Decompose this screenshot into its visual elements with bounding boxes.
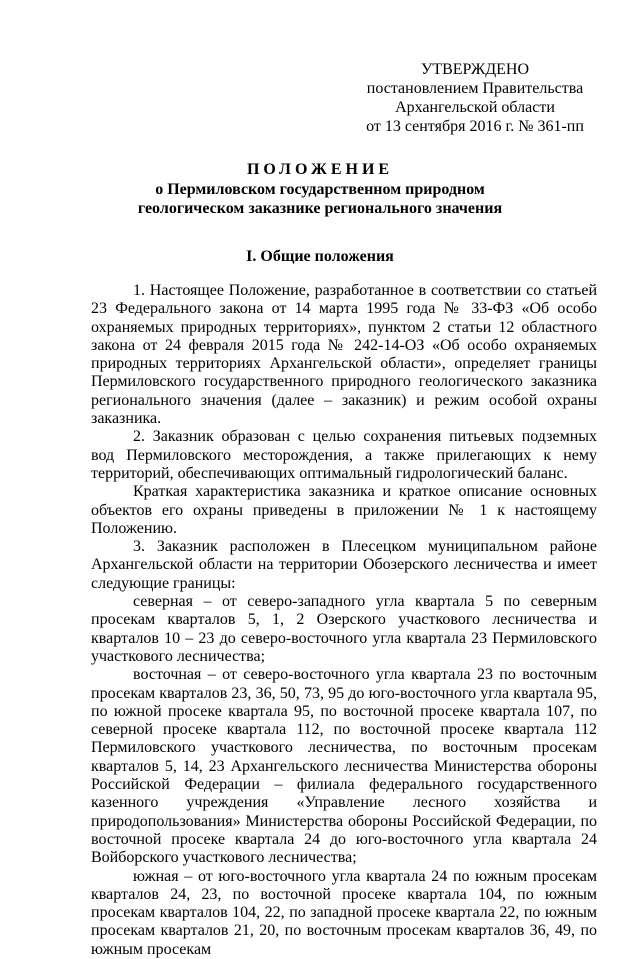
paragraph: южная – от юго-восточного угла квартала 24 по южным просекам кварталов 24, 23, по восточной просеке квартала 104, по южным просекам кварталов 104, 22, по западной просеке квартала 22, по южным просекам кварталов 21, 20, по восточным просекам кварталов 36, 49, по южным просекам	[91, 867, 597, 958]
paragraph: восточная – от северо-восточного угла квартала 23 по восточным просекам кварталов 23, 36, 50, 73, 95 до юго-восточного угла квартала 95, по южной просеке квартала 95, по восточной просеке квартала 107, по северной просеке квартала 112, по восточной просеке квартала 112 Пермиловского участкового лесничества, по восточным просекам кварталов 5, 14, 23 Архангельского лесничества Министерства обороны Российской Федерации – филиала федерального государственного казенного учреждения «Управление лесного хозяйства и природопользования» Министерства обороны Российской Федерации, по восточной просеке квартала 24 до юго-восточного угла квартала 24 Войборского участкового лесничества;	[91, 666, 597, 867]
section-heading: I. Общие положения	[246, 248, 394, 265]
approval-title: УТВЕРЖДЕНО	[420, 61, 529, 78]
paragraph: 2. Заказник образован с целью сохранения питьевых подземных вод Пермиловского месторождения, а также прилегающих к нему территорий, обеспечивающих оптимальный гидрологический баланс.	[91, 428, 597, 482]
paragraph: 3. Заказник расположен в Плесецком муниципальном районе Архангельской области на территории Обозерского лесничества и имеет следующие границы:	[91, 538, 597, 592]
approval-region: Архангельской области	[395, 99, 555, 116]
approval-date-number: от 13 сентября 2016 г. № 361-пп	[366, 118, 584, 135]
document-subtitle-line-1: о Пермиловском государственном природном	[155, 181, 485, 198]
document-body	[91, 282, 597, 959]
approval-stamp	[360, 60, 590, 136]
document-heading: ПОЛОЖЕНИЕ	[246, 161, 394, 178]
paragraph: Краткая характеристика заказника и краткое описание основных объектов его охраны приведены в приложении № 1 к настоящему Положению.	[91, 483, 597, 537]
paragraph: северная – от северо-западного угла квартала 5 по северным просекам кварталов 5, 1, 2 Озерского участкового лесничества и кварталов 10 – 23 до северо-восточного угла квартала 23 Пермиловского участкового лесничества;	[91, 593, 597, 665]
paragraph: 1. Настоящее Положение, разработанное в соответствии со статьей 23 Федерального закона от 14 марта 1995 года № 33-ФЗ «Об особо охраняемых природных территориях», пунктом 2 статьи 12 областного закона от 24 февраля 2015 года № 242-14-ОЗ «Об особо охраняемых природных территориях Архангельской области», определяет границы Пермиловского государственного природного геологического заказника регионального значения (далее – заказник) и режим особой охраны заказника.	[91, 282, 597, 428]
approval-issuer: постановлением Правительства	[366, 80, 584, 97]
document-subtitle-line-2: геологическом заказнике регионального значения	[137, 200, 503, 217]
document-title	[92, 160, 548, 218]
